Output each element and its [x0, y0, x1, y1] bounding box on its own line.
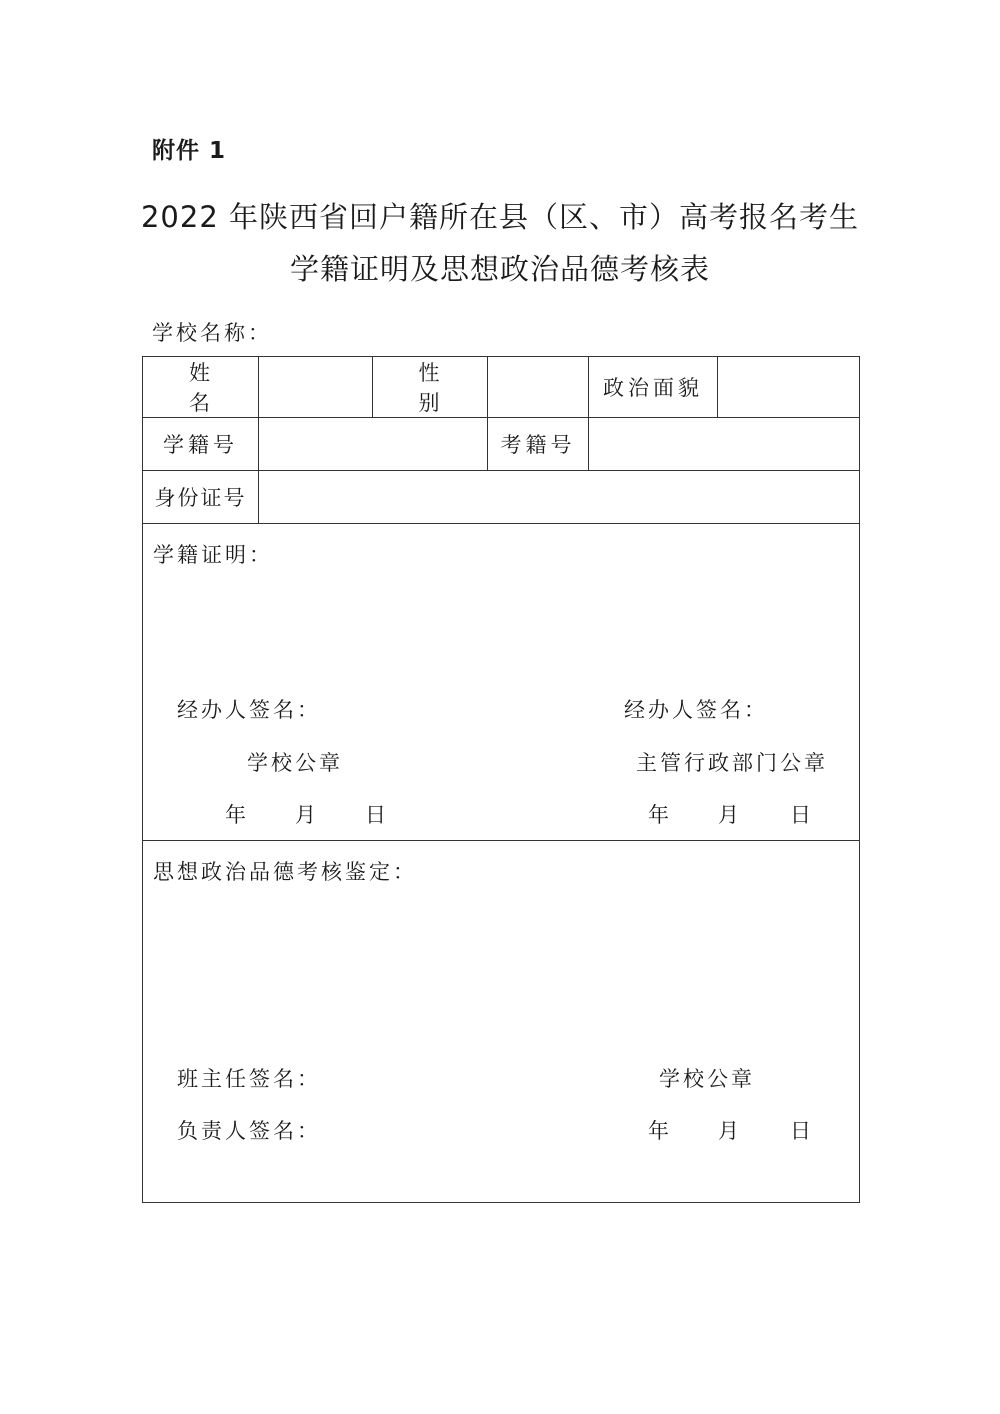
teacher-signer: 班主任签名：	[177, 1067, 321, 1091]
enrollment-right-month: 月	[718, 803, 742, 827]
exam-id-value-cell[interactable]	[589, 418, 860, 471]
exam-id-label: 考籍号	[488, 418, 589, 471]
gender-label: 性 别	[373, 357, 488, 418]
name-label: 姓 名	[143, 357, 259, 418]
document-title-line2: 学籍证明及思想政治品德考核表	[289, 252, 710, 286]
id-card-label: 身份证号	[143, 471, 259, 524]
enrollment-right-year: 年	[648, 803, 672, 827]
enrollment-school-seal: 学校公章	[247, 751, 343, 775]
enrollment-certificate-section	[143, 524, 860, 841]
student-id-value-cell[interactable]	[259, 418, 488, 471]
enrollment-right-signer: 经办人签名：	[624, 698, 768, 722]
registration-form-table	[142, 356, 860, 1203]
political-status-label: 政治面貌	[589, 357, 718, 418]
political-status-value-cell[interactable]	[718, 357, 860, 418]
enrollment-left-signer: 经办人签名：	[177, 698, 321, 722]
leader-signer: 负责人签名：	[177, 1119, 321, 1143]
name-value-cell[interactable]	[259, 357, 373, 418]
school-name-label: 学校名称：	[152, 321, 272, 345]
moral-month: 月	[718, 1119, 742, 1143]
gender-value-cell[interactable]	[488, 357, 589, 418]
moral-evaluation-section	[143, 841, 860, 1203]
moral-day: 日	[790, 1119, 814, 1143]
moral-school-seal: 学校公章	[659, 1067, 755, 1091]
enrollment-heading: 学籍证明：	[153, 543, 273, 567]
id-card-value-cell[interactable]	[259, 471, 860, 524]
moral-year: 年	[648, 1119, 672, 1143]
student-id-label: 学籍号	[143, 418, 259, 471]
enrollment-left-month: 月	[295, 803, 319, 827]
enrollment-right-day: 日	[790, 803, 814, 827]
enrollment-left-day: 日	[365, 803, 389, 827]
moral-heading: 思想政治品德考核鉴定：	[153, 860, 417, 884]
enrollment-left-year: 年	[225, 803, 249, 827]
attachment-label: 附件 1	[152, 138, 227, 164]
enrollment-authority-seal: 主管行政部门公章	[636, 751, 828, 775]
document-title-line1: 2022 年陕西省回户籍所在县（区、市）高考报名考生	[140, 200, 860, 234]
